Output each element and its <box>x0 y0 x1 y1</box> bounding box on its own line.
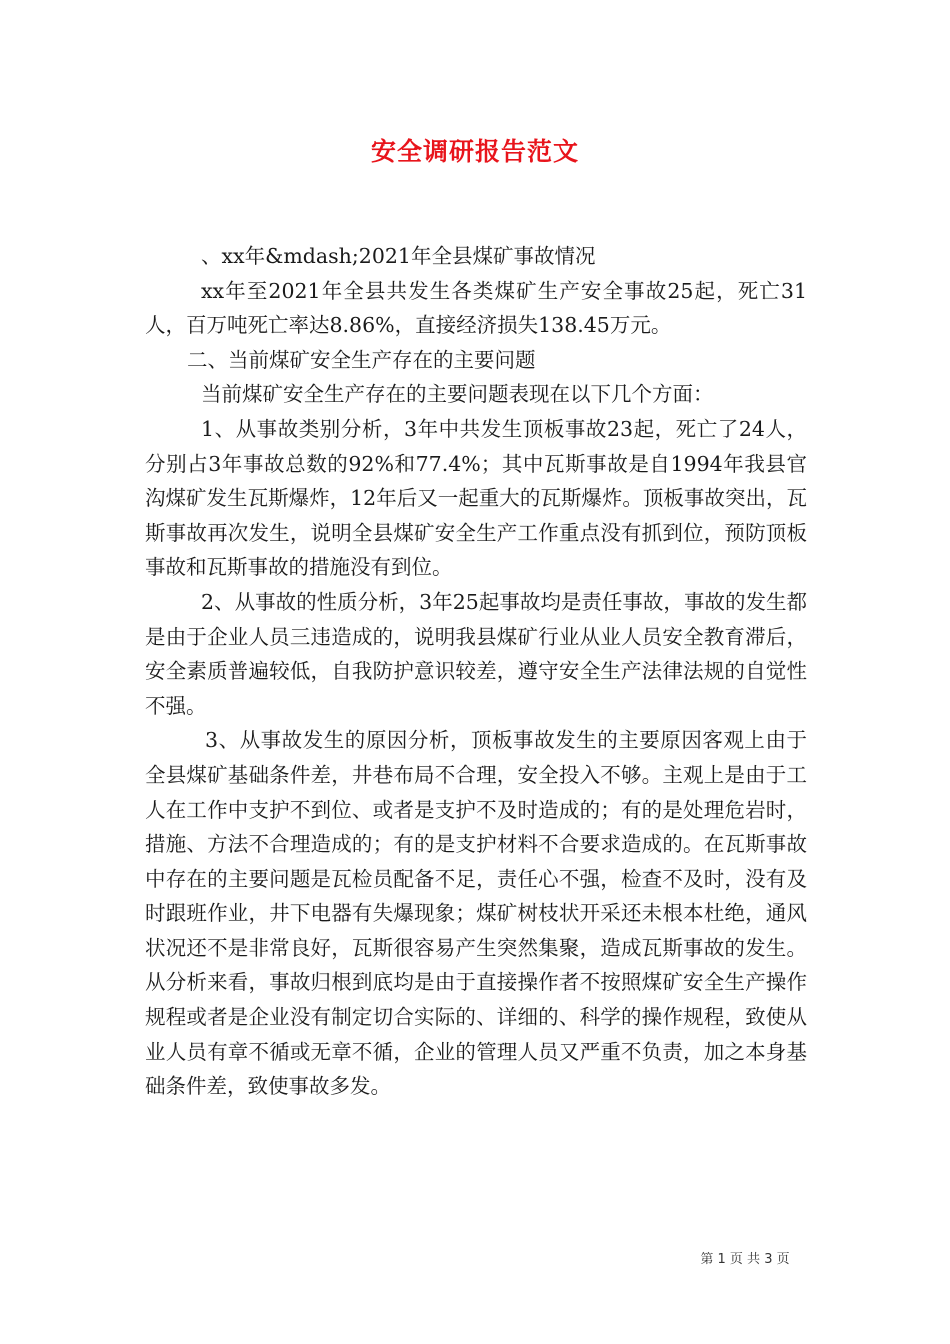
paragraph-accident-summary: xx年至2021年全县共发生各类煤矿生产安全事故25起，死亡31人，百万吨死亡率达8.86%，直接经济损失138.45万元。 <box>145 278 807 338</box>
paragraph-point-2: 2、从事故的性质分析，3年25起事故均是责任事故，事故的发生都是由于企业人员三违造成的，说明我县煤矿行业从业人员安全教育滞后，安全素质普遍较低，自我防护意识较差，遵守安全生产法律法规的自觉性不强。 <box>145 589 807 718</box>
paragraph-point-3: 3、从事故发生的原因分析，顶板事故发生的主要原因客观上由于全县煤矿基础条件差，井巷布局不合理，安全投入不够。主观上是由于工人在工作中支护不到位、或者是支护不及时造成的；有的是处理危岩时，措施、方法不合理造成的；有的是支护材料不合要求造成的。在瓦斯事故中存在的主要问题是瓦检员配备不足，责任心不强，检查不及时，没有及时跟班作业，井下电器有失爆现象；煤矿树枝状开采还未根本杜绝，通风状况还不是非常良好，瓦斯很容易产生突然集聚，造成瓦斯事故的发生。从分析来看，事故归根到底均是由于直接操作者不按照煤矿安全生产操作规程或者是企业没有制定切合实际的、详细的、科学的操作规程，致使从业人员有章不循或无章不循，企业的管理人员又严重不负责，加之本身基础条件差，致使事故多发。 <box>145 728 807 1099</box>
document-body <box>145 239 807 1104</box>
page-indicator: 第 1 页 共 3 页 <box>700 1252 790 1267</box>
section-heading-1: 、xx年&mdash;2021年全县煤矿事故情况 <box>201 244 596 268</box>
paragraph-point-1: 1、从事故类别分析，3年中共发生顶板事故23起，死亡了24人，分别占3年事故总数的92%和77.4%；其中瓦斯事故是自1994年我县官沟煤矿发生瓦斯爆炸，12年后又一起重大的瓦斯爆炸。顶板事故突出，瓦斯事故再次发生，说明全县煤矿安全生产工作重点没有抓到位，预防顶板事故和瓦斯事故的措施没有到位。 <box>145 416 807 580</box>
document-title: 安全调研报告范文 <box>370 137 579 166</box>
paragraph-intro-problems: 当前煤矿安全生产存在的主要问题表现在以下几个方面： <box>201 382 714 407</box>
section-heading-2: 二、当前煤矿安全生产存在的主要问题 <box>187 347 536 372</box>
